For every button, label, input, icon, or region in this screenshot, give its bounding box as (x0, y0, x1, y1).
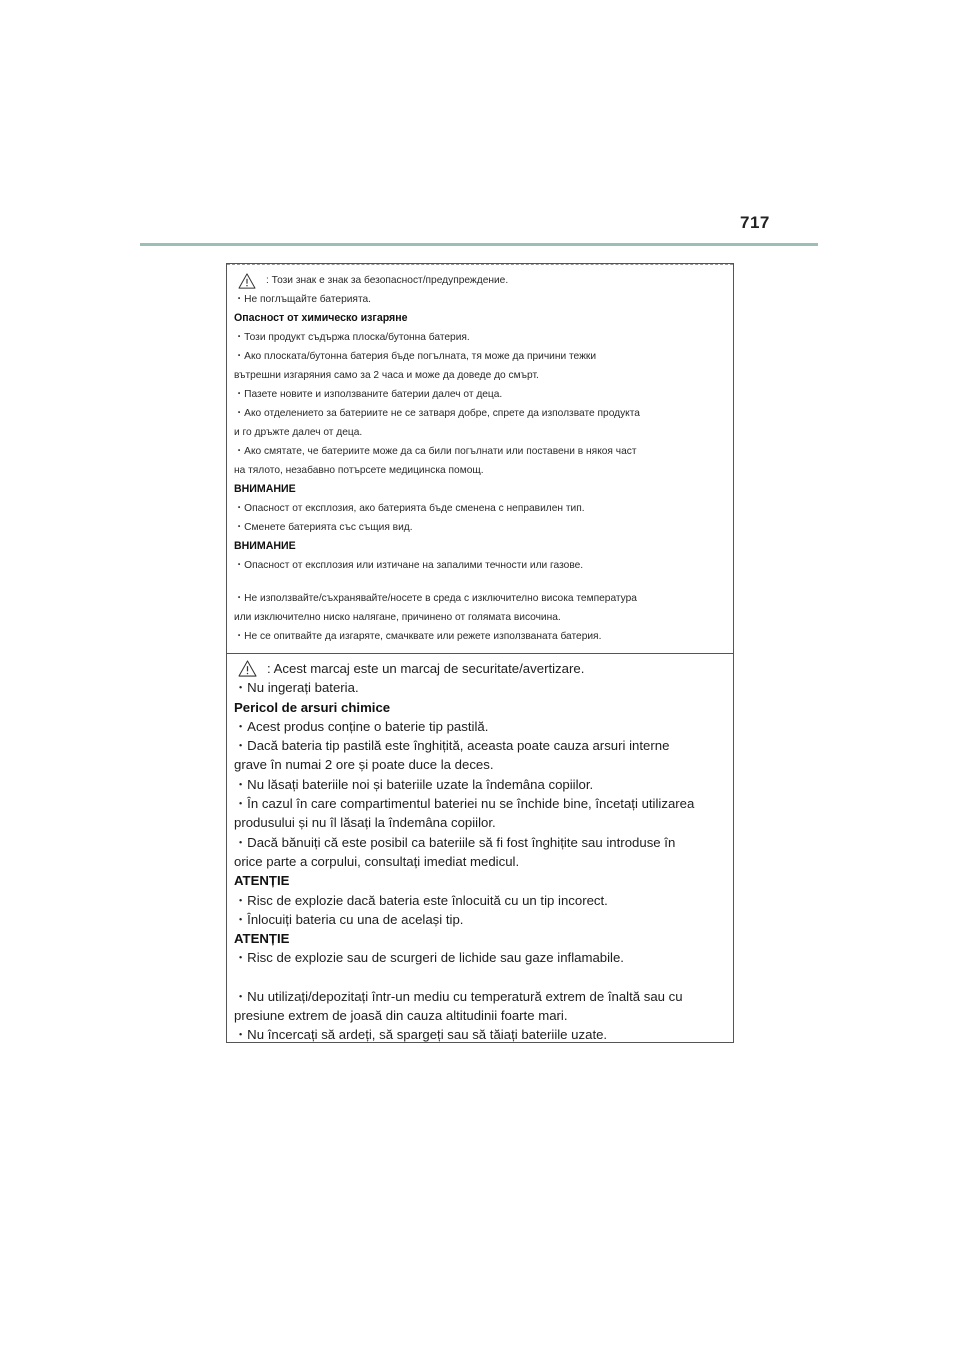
section-heading: ВНИМАНИЕ (234, 483, 296, 495)
warning-symbol-text: : Този знак е знак за безопасност/предупреждение. (266, 275, 509, 286)
text-line: produsului și nu îl lăsați la îndemâna copiilor. (234, 815, 496, 831)
romanian-section (227, 653, 733, 1043)
text-line: ・Пазете новите и използваните батерии далеч от деца. (234, 389, 503, 400)
text-line: ・Опасност от експлозия, ако батерията бъде сменена с неправилен тип. (234, 503, 585, 514)
text-line: ・Înlocuiți bateria cu una de același tip. (234, 911, 464, 927)
paragraph-gap (234, 968, 733, 987)
page-number: 717 (740, 213, 770, 232)
text-line: ・Dacă bănuiți că este posibil ca bateriile să fi fost înghițite sau introduse în (234, 834, 676, 850)
text-line: ・Не се опитвайте да изгаряте, смачквате или режете използваната батерия. (234, 631, 602, 642)
bulgarian-section (227, 264, 733, 653)
text-line: ・Risc de explozie sau de scurgeri de lichide sau gaze inflamabile. (234, 950, 624, 966)
text-line: ・Nu utilizați/depozitați într-un mediu cu temperatură extrem de înaltă sau cu (234, 988, 683, 1004)
text-line: ・Сменете батерията със същия вид. (234, 522, 413, 533)
text-line: ・Acest produs conține o baterie tip pastilă. (234, 718, 489, 734)
text-line: на тялото, незабавно потърсете медицинска помощ. (234, 465, 484, 476)
text-line: ・Не използвайте/съхранявайте/носете в среда с изключително висока температура (234, 593, 637, 604)
text-line: ・Dacă bateria tip pastilă este înghițită, aceasta poate cauza arsuri interne (234, 738, 670, 754)
section-heading: ATENȚIE (234, 931, 290, 947)
battery-warning-label (226, 263, 734, 1043)
text-line: ・Nu încercați să ardeți, să spargeți sau să tăiați bateriile uzate. (234, 1027, 608, 1043)
warning-triangle-icon (238, 273, 256, 289)
section-heading: ВНИМАНИЕ (234, 540, 296, 552)
paragraph-gap (234, 575, 733, 589)
text-line: presiune extrem de joasă din cauza altitudinii foarte mari. (234, 1008, 568, 1024)
text-line: ・Risc de explozie dacă bateria este înlocuită cu un tip incorect. (234, 892, 608, 908)
text-line: ・Този продукт съдържа плоска/бутонна батерия. (234, 332, 470, 343)
text-line: вътрешни изгаряния само за 2 часа и може да доведе до смърт. (234, 370, 539, 381)
warning-symbol-line (234, 659, 733, 678)
text-line: grave în numai 2 ore și poate duce la deces. (234, 757, 494, 773)
section-heading: ATENȚIE (234, 873, 290, 889)
text-line: ・Nu lăsați bateriile noi și bateriile uzate la îndemâna copiilor. (234, 776, 594, 792)
text-line: ・În cazul în care compartimentul bateriei nu se închide bine, încetați utilizarea (234, 796, 695, 812)
warning-triangle-icon (238, 660, 257, 677)
text-line: ・Не поглъщайте батерията. (234, 294, 371, 305)
text-line: ・Опасност от експлозия или изтичане на запалими течности или газове. (234, 560, 584, 571)
text-line: orice parte a corpului, consultați imediat medicul. (234, 853, 520, 869)
text-line: и го дръжте далеч от деца. (234, 427, 363, 438)
warning-symbol-line (234, 271, 733, 290)
warning-symbol-text: : Acest marcaj este un marcaj de securitate/avertizare. (267, 661, 585, 676)
text-line: ・Ако плоската/бутонна батерия бъде погълната, тя може да причини тежки (234, 351, 597, 362)
text-line: или изключително ниско налягане, причинено от голямата височина. (234, 612, 561, 623)
text-line: ・Nu ingerați bateria. (234, 680, 359, 696)
text-line: ・Ако смятате, че батериите може да са били погълнати или поставени в някоя част (234, 446, 637, 457)
section-heading: Pericol de arsuri chimice (234, 699, 391, 715)
text-line: ・Ако отделението за батериите не се затваря добре, спрете да използвате продукта (234, 408, 640, 419)
header-rule (140, 243, 818, 246)
section-heading: Опасност от химическо изгаряне (234, 312, 408, 324)
